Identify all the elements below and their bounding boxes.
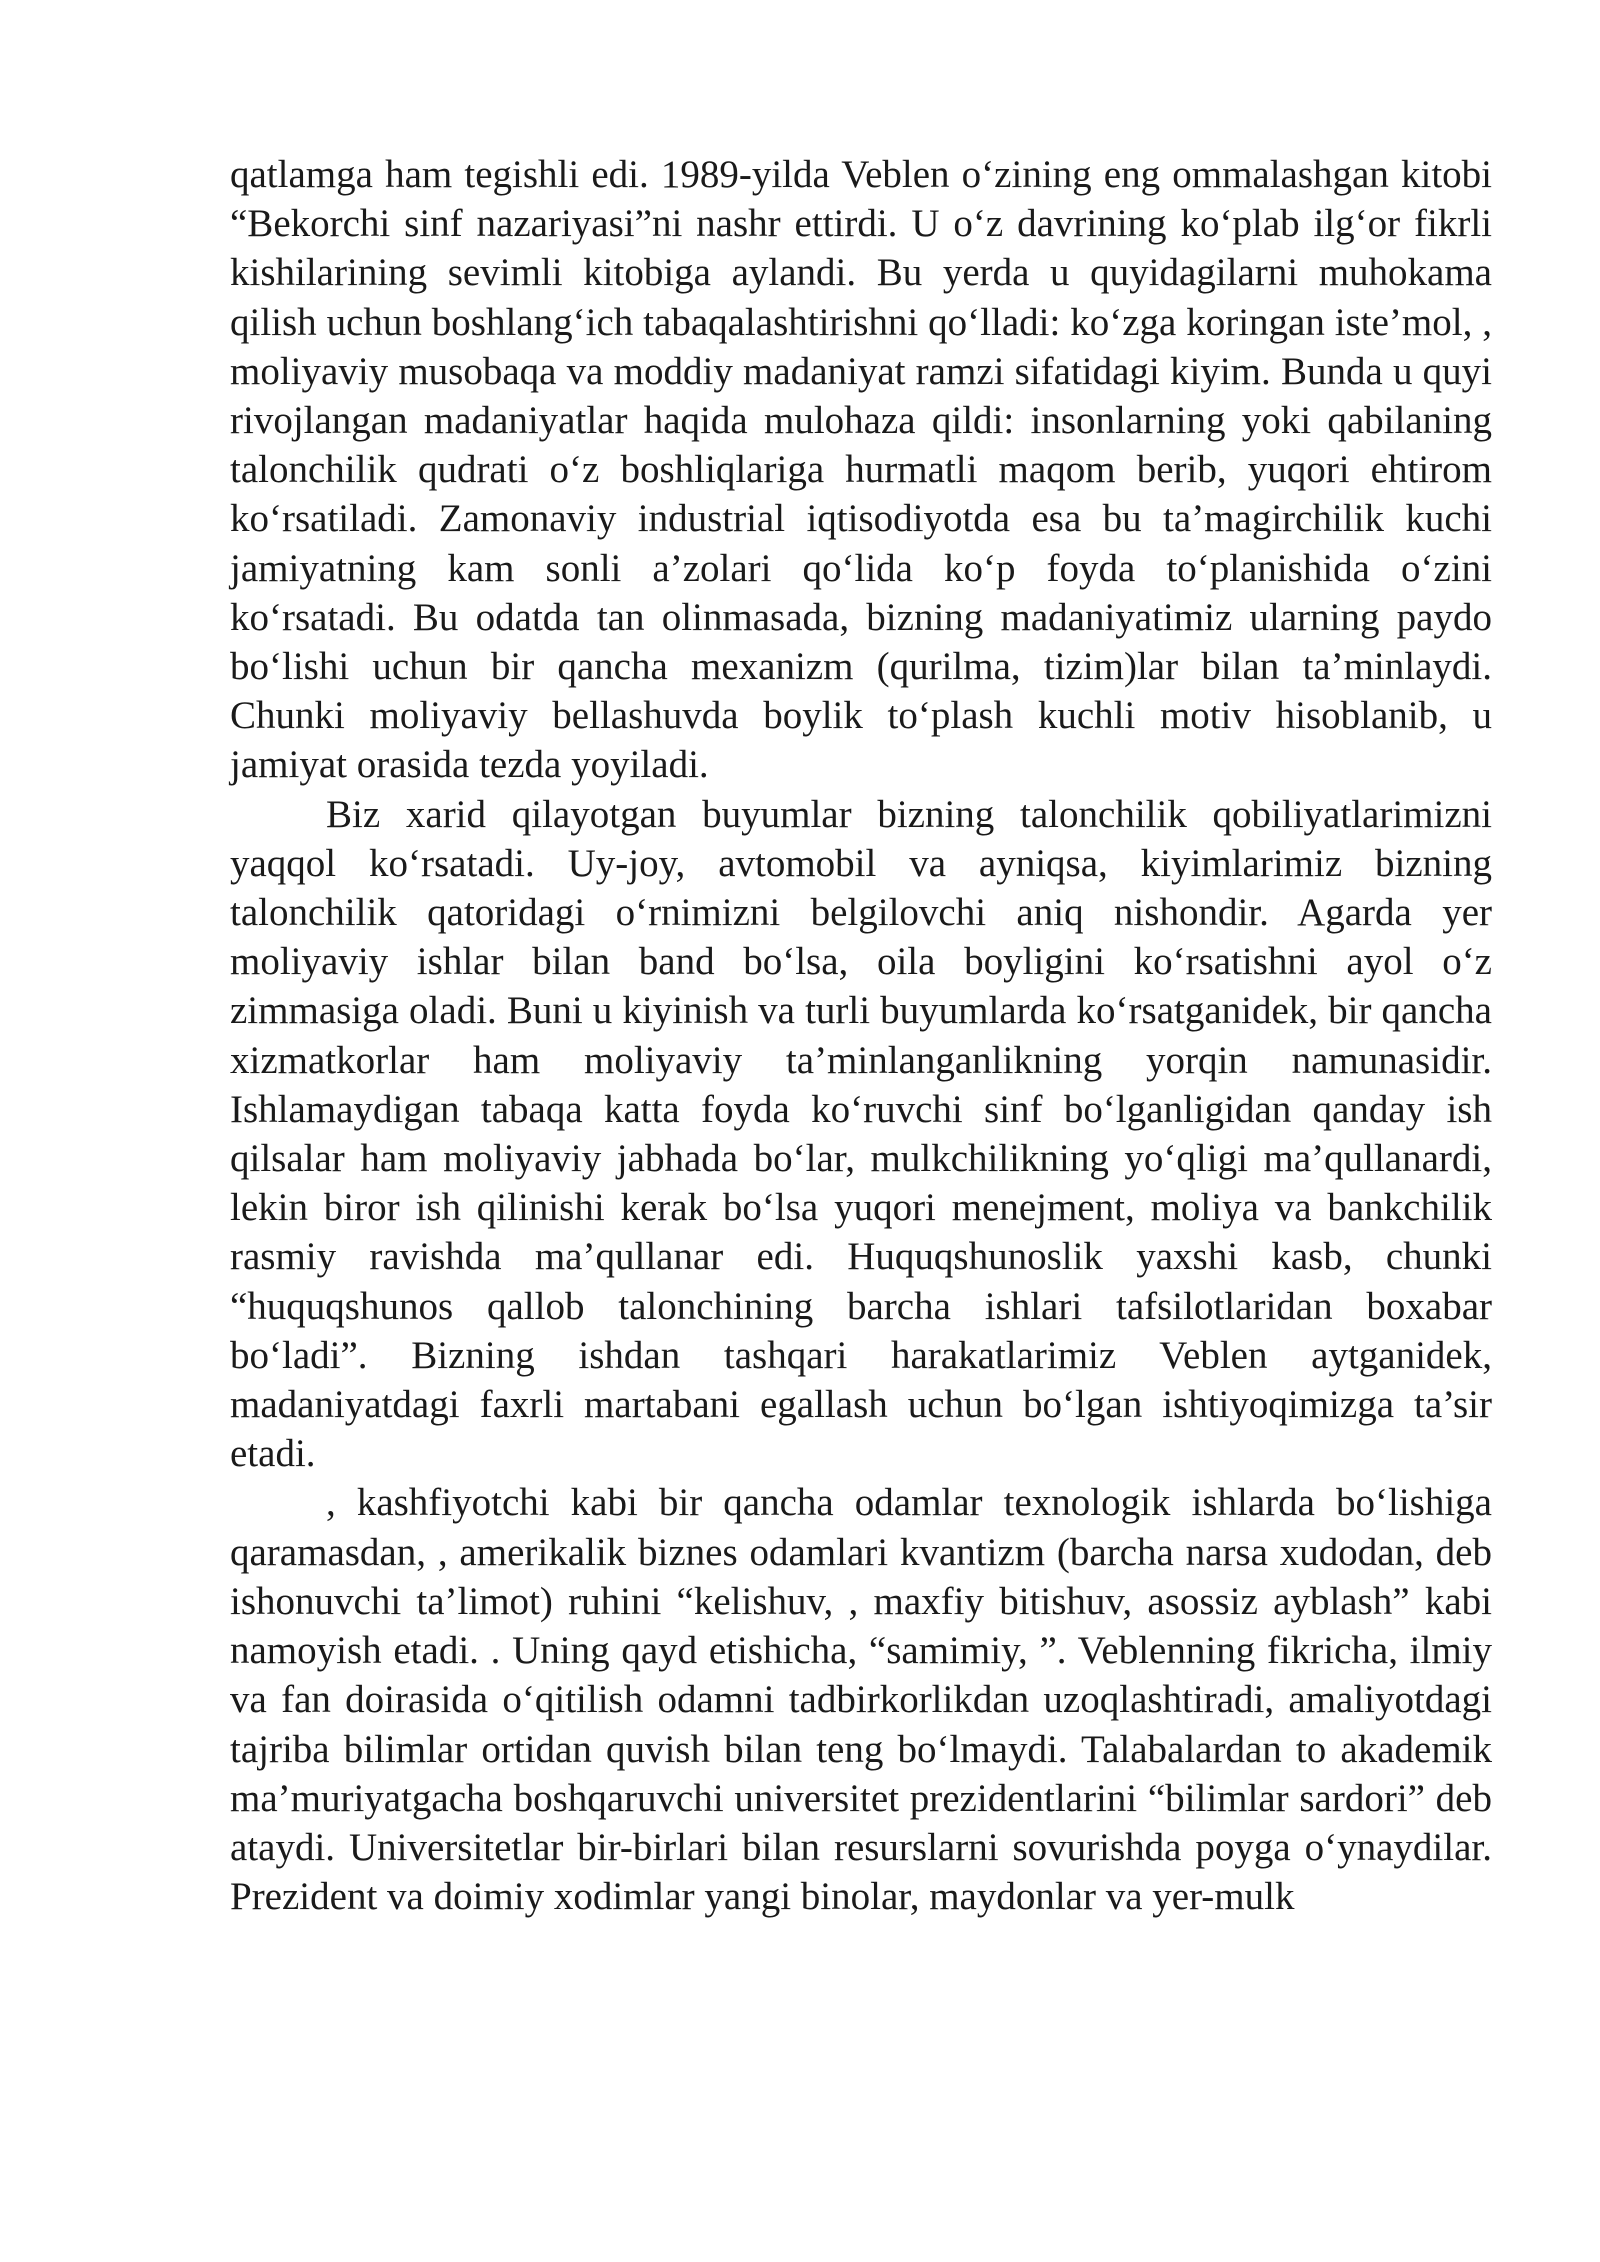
document-page — [230, 150, 1492, 1921]
paragraph-3: , kashfiyotchi kabi bir qancha odamlar texnologik ishlarda bo‘lishiga qaramasdan, , amerikalik biznes odamlari kvantizm (barcha narsa xudodan, deb ishonuvchi ta’limot) ruhini “kelishuv, , maxfiy bitishuv, asossiz ayblash” kabi namoyish etadi. . Uning qayd etishicha, “samimiy, ”. Veblenning fikricha, ilmiy va fan doirasida o‘qitilish odamni tadbirkorlikdan uzoqlashtiradi, amaliyotdagi tajriba bilimlar ortidan quvish bilan teng bo‘lmaydi. Talabalardan to akademik ma’muriyatgacha boshqaruvchi universitet prezidentlarini “bilimlar sardori” deb ataydi. Universitetlar bir-birlari bilan resurslarni sovurishda poyga o‘ynaydilar. Prezident va doimiy xodimlar yangi binolar, maydonlar va yer-mulk — [230, 1481, 1492, 1919]
paragraph-1: qatlamga ham tegishli edi. 1989-yilda Veblen o‘zining eng ommalashgan kitobi “Bekorchi sinf nazariyasi”ni nashr ettirdi. U o‘z davrining ko‘plab ilg‘or fikrli kishilarining sevimli kitobiga aylandi. Bu yerda u quyidagilarni muhokama qilish uchun boshlang‘ich tabaqalashtirishni qo‘lladi: ko‘zga koringan iste’mol, , moliyaviy musobaqa va moddiy madaniyat ramzi sifatidagi kiyim. Bunda u quyi rivojlangan madaniyatlar haqida mulohaza qildi: insonlarning yoki qabilaning talonchilik qudrati o‘z boshliqlariga hurmatli maqom berib, yuqori ehtirom ko‘rsatiladi. Zamonaviy industrial iqtisodiyotda esa bu ta’magirchilik kuchi jamiyatning kam sonli a’zolari qo‘lida ko‘p foyda to‘planishida o‘zini ko‘rsatadi. Bu odatda tan olinmasada, bizning madaniyatimiz ularning paydo bo‘lishi uchun bir qancha mexanizm (qurilma, tizim)lar bilan ta’minlaydi. Chunki moliyaviy bellashuvda boylik to‘plash kuchli motiv hisoblanib, u jamiyat orasida tezda yoyiladi. — [230, 153, 1492, 787]
paragraph-2: Biz xarid qilayotgan buyumlar bizning talonchilik qobiliyatlarimizni yaqqol ko‘rsatadi. Uy-joy, avtomobil va ayniqsa, kiyimlarimiz bizning talonchilik qatoridagi o‘rnimizni belgilovchi aniq nishondir. Agarda yer moliyaviy ishlar bilan band bo‘lsa, oila boyligini ko‘rsatishni ayol o‘z zimmasiga oladi. Buni u kiyinish va turli buyumlarda ko‘rsatganidek, bir qancha xizmatkorlar ham moliyaviy ta’minlanganlikning yorqin namunasidir. Ishlamaydigan tabaqa katta foyda ko‘ruvchi sinf bo‘lganligidan qanday ish qilsalar ham moliyaviy jabhada bo‘lar, mulkchilikning yo‘qligi ma’qullanardi, lekin biror ish qilinishi kerak bo‘lsa yuqori menejment, moliya va bankchilik rasmiy ravishda ma’qullanar edi. Huquqshunoslik yaxshi kasb, chunki “huquqshunos qallob talonchining barcha ishlari tafsilotlaridan boxabar bo‘ladi”. Bizning ishdan tashqari harakatlarimiz Veblen aytganidek, madaniyatdagi faxrli martabani egallash uchun bo‘lgan ishtiyoqimizga ta’sir etadi. — [230, 792, 1492, 1476]
